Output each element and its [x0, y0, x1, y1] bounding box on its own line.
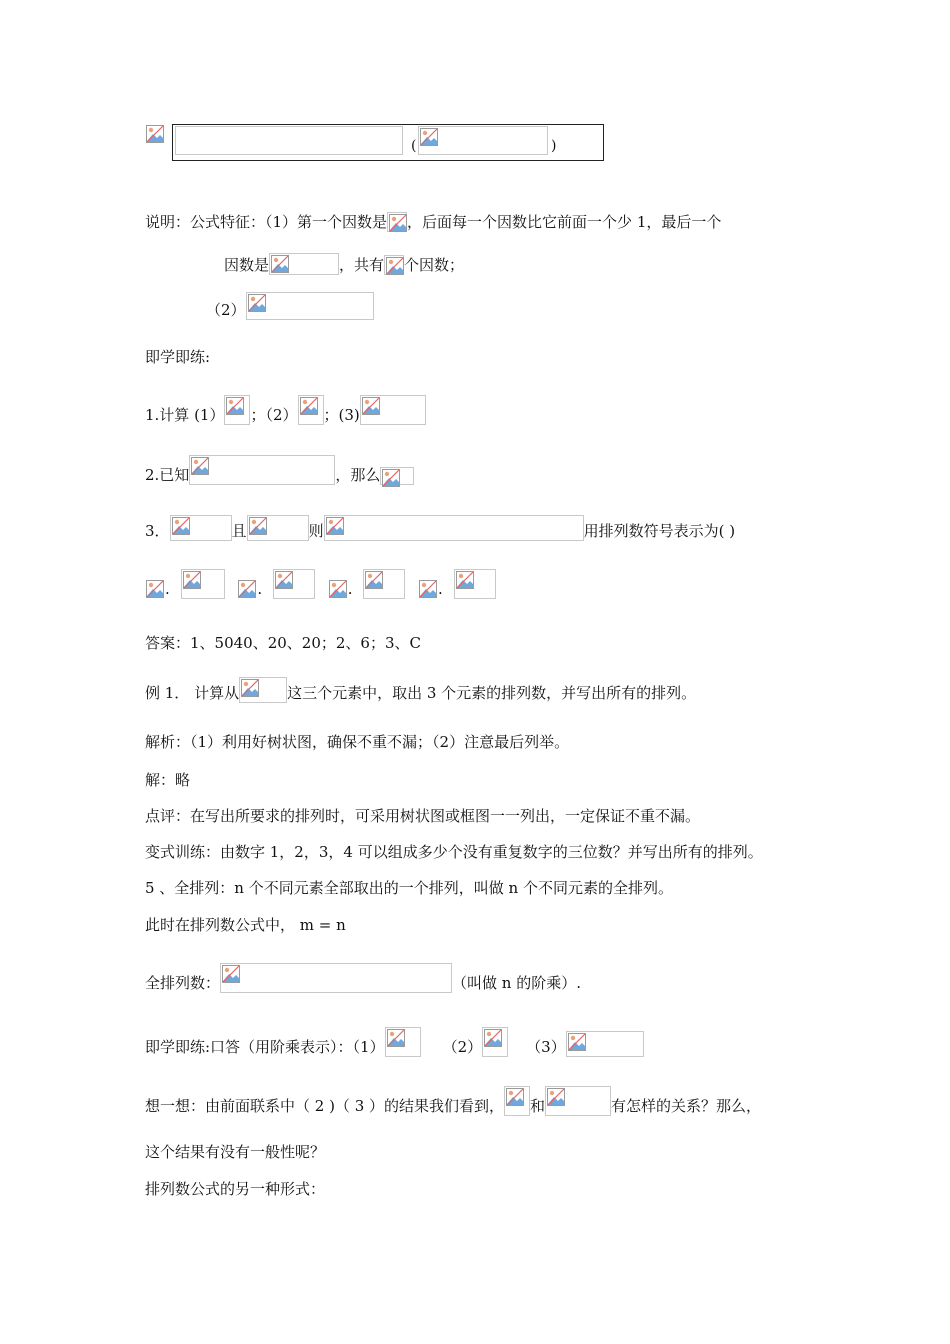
formula-image — [269, 253, 339, 275]
broken-image-icon — [226, 397, 244, 415]
formula-image — [504, 1086, 530, 1116]
full-permutation: 5 、全排列：n 个不同元素全部取出的一个排列，叫做 n 个不同元素的全排列。 — [145, 879, 673, 897]
broken-image-icon — [146, 125, 164, 143]
note-text: ，后面每一个因数比它前面一个少 1，最后一个 — [407, 213, 722, 231]
q3-text: 则 — [308, 522, 324, 540]
full-count-text: 全排列数： — [145, 974, 221, 992]
full-count-text: （叫做 n 的阶乘）. — [452, 974, 581, 992]
broken-image-icon — [568, 1033, 586, 1051]
solution: 解：略 — [145, 771, 191, 789]
q1-text: 1.计算 (1） — [145, 406, 225, 424]
practice-q3 — [145, 515, 735, 541]
practice-options — [145, 569, 496, 599]
formula-image — [324, 515, 584, 541]
broken-image-icon — [420, 128, 438, 146]
formula-image — [418, 126, 548, 155]
option-d-label — [418, 579, 438, 599]
q2-text: 2.已知 — [145, 466, 190, 484]
note-text: （2） — [206, 301, 246, 319]
formula-paren-open: ( — [411, 138, 417, 154]
broken-image-icon — [389, 214, 407, 232]
formula-image — [246, 292, 374, 320]
note-text: ，共有 — [339, 256, 385, 274]
formula-image — [380, 467, 414, 485]
formula-box — [172, 124, 604, 161]
broken-image-icon — [238, 580, 256, 598]
example-text: 这三个元素中，取出 3 个元素的排列数，并写出所有的排列。 — [287, 684, 697, 702]
broken-image-icon — [271, 255, 289, 273]
broken-image-icon — [362, 397, 380, 415]
option-b-image — [273, 569, 315, 599]
broken-image-icon — [183, 571, 201, 589]
option-c-label — [328, 579, 348, 599]
formula-image — [224, 395, 250, 425]
oral-text: 即学即练:口答（用阶乘表示）：（1） — [145, 1038, 385, 1056]
formula-image — [384, 255, 404, 275]
q1-text: ；(3) — [323, 406, 360, 424]
broken-image-icon — [248, 294, 266, 312]
broken-image-icon — [146, 580, 164, 598]
option-a-image — [181, 569, 225, 599]
note-text: 因数是 — [224, 256, 270, 274]
broken-image-icon — [382, 469, 400, 487]
formula-paren-close: ) — [551, 138, 557, 154]
formula-image — [387, 212, 407, 232]
example-1 — [145, 677, 696, 703]
formula-image — [170, 515, 232, 541]
broken-image-icon — [484, 1029, 502, 1047]
note-line-1 — [145, 212, 721, 232]
comment: 点评：在写出所要求的排列时，可采用树状图或框图一一列出，一定保证不重不漏。 — [145, 807, 701, 825]
option-a-label — [145, 579, 165, 599]
analysis: 解析：（1）利用好树状图，确保不重不漏；（2）注意最后列举。 — [145, 733, 570, 751]
broken-image-icon — [249, 517, 267, 535]
q2-text: ，那么 — [335, 466, 381, 484]
formula-image — [220, 963, 452, 993]
broken-image-icon — [191, 457, 209, 475]
think-line-1 — [145, 1086, 761, 1116]
broken-image-icon — [547, 1088, 565, 1106]
formula-image — [298, 395, 324, 425]
formula-image — [545, 1086, 611, 1116]
other-form: 排列数公式的另一种形式： — [145, 1180, 326, 1198]
think-line-2: 这个结果有没有一般性呢？ — [145, 1143, 326, 1161]
formula-image — [566, 1031, 644, 1057]
oral-text: （2） — [442, 1038, 483, 1056]
note-line-2 — [224, 253, 464, 275]
broken-image-icon — [329, 580, 347, 598]
broken-image-icon — [386, 257, 404, 275]
think-text: 有怎样的关系？那么， — [611, 1097, 762, 1115]
full-permutation-count — [145, 963, 581, 993]
q3-text: 且 — [231, 522, 247, 540]
option-b-label — [237, 579, 257, 599]
option-dot: . — [347, 580, 353, 598]
formula-image — [175, 126, 403, 155]
example-text: 例 1． 计算从 — [145, 684, 240, 702]
variant-training: 变式训练：由数字 1，2，3，4 可以组成多少个没有重复数字的三位数？并写出所有的排列。 — [145, 843, 763, 861]
broken-image-icon — [300, 397, 318, 415]
broken-image-icon — [419, 580, 437, 598]
broken-image-icon — [172, 517, 190, 535]
option-d-image — [454, 569, 496, 599]
formula-image — [385, 1027, 421, 1057]
formula-image — [482, 1027, 508, 1057]
broken-image-icon — [506, 1088, 524, 1106]
formula-image — [247, 515, 309, 541]
formula-image — [145, 124, 167, 146]
q3-text: 用排列数符号表示为( ) — [583, 522, 736, 540]
broken-image-icon — [241, 679, 259, 697]
practice-heading: 即学即练: — [145, 348, 211, 366]
broken-image-icon — [326, 517, 344, 535]
option-c-image — [363, 569, 405, 599]
formula-image — [360, 395, 426, 425]
oral-text: （3） — [526, 1038, 566, 1056]
practice-q2 — [145, 455, 414, 485]
note-text: 个因数； — [404, 256, 465, 274]
note-line-3 — [206, 292, 374, 320]
think-text: 想一想：由前面联系中（ 2 )（ 3 ）的结果我们看到， — [145, 1097, 505, 1115]
option-dot: . — [257, 580, 263, 598]
in-formula: 此时在排列数公式中， m = n — [145, 916, 346, 934]
answer: 答案：1、5040、20、20；2、6；3、C — [145, 634, 421, 652]
option-dot: . — [165, 580, 170, 598]
option-dot: . — [438, 580, 443, 598]
think-text: 和 — [530, 1097, 546, 1115]
formula-image — [189, 455, 335, 485]
oral-practice — [145, 1027, 644, 1057]
note-text: 说明：公式特征：（1）第一个因数是 — [145, 213, 388, 231]
broken-image-icon — [365, 571, 383, 589]
practice-q1 — [145, 395, 426, 425]
broken-image-icon — [275, 571, 293, 589]
broken-image-icon — [387, 1029, 405, 1047]
q3-text: 3． — [145, 522, 170, 540]
broken-image-icon — [222, 965, 240, 983]
formula-image — [239, 677, 287, 703]
broken-image-icon — [456, 571, 474, 589]
q1-text: ；（2） — [250, 406, 298, 424]
